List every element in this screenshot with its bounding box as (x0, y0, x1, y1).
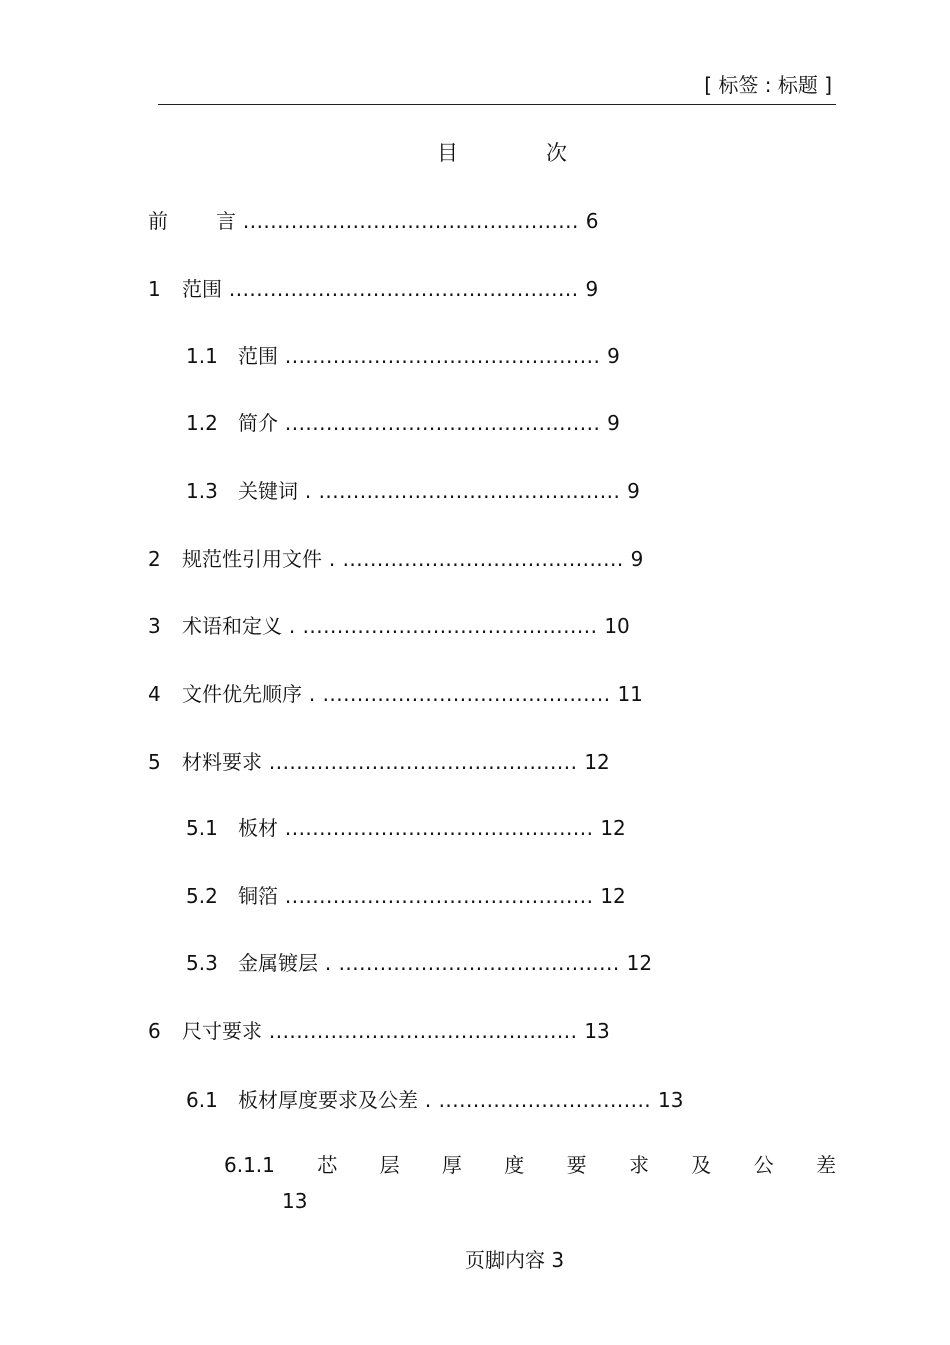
toc-entry-1-3[interactable] (186, 478, 640, 504)
toc-entry-number: 2 (148, 547, 161, 571)
toc-entry-number: 前 (148, 209, 168, 233)
toc-entry-title-char: 要 (566, 1153, 587, 1177)
toc-entry-title: 范围 (238, 344, 278, 368)
toc-entry-page: 9 (627, 479, 640, 503)
toc-entry-page: 12 (626, 951, 653, 975)
toc-entry-leader: . ........................................... (282, 614, 605, 638)
toc-entry-title: 材料要求 (182, 750, 262, 774)
toc-title (437, 140, 567, 166)
toc-entry-page: 13 (584, 1019, 610, 1043)
toc-entry-leader: .............................................. (278, 344, 608, 368)
page-footer: 页脚内容 3 (465, 1248, 565, 1272)
toc-entry-number: 1 (148, 277, 161, 301)
toc-entry-5-1[interactable] (186, 815, 626, 841)
toc-entry-page: 12 (600, 816, 626, 840)
toc-entry-page: 6 (585, 209, 599, 233)
toc-entry-leader: ................................................. (236, 209, 586, 233)
header-label: [ 标签 : 标题 ] (704, 73, 832, 97)
toc-entry-number: 1.2 (186, 411, 218, 435)
toc-entry-page: 9 (630, 547, 644, 571)
toc-entry-6[interactable] (148, 1018, 610, 1044)
toc-entry-title: 范围 (182, 277, 222, 301)
toc-entry-title: 金属镀层 (238, 951, 318, 975)
toc-entry-3[interactable] (148, 613, 630, 639)
toc-entry-leader: ............................................. (262, 1019, 585, 1043)
toc-title-right: 次 (546, 141, 567, 165)
toc-entry-number: 4 (148, 682, 161, 706)
toc-entry-title-char: 厚 (441, 1153, 462, 1177)
toc-entry-1-1[interactable] (186, 343, 620, 369)
toc-entry-6-1-1[interactable] (224, 1152, 836, 1178)
toc-entry-title: 术语和定义 (182, 614, 282, 638)
toc-entry-number: 6.1 (186, 1088, 218, 1112)
toc-entry-leader: . ............................................ (298, 479, 628, 503)
toc-entry-number: 6.1.1 (224, 1153, 275, 1177)
toc-entry-number: 6 (148, 1019, 161, 1043)
toc-entry-leader: ............................................. (278, 884, 601, 908)
toc-entry-page: 9 (607, 344, 620, 368)
toc-entry-page: 9 (585, 277, 599, 301)
toc-entry-1-2[interactable] (186, 410, 620, 436)
toc-entry-1[interactable] (148, 276, 598, 302)
toc-entry-leader: . ............................... (418, 1088, 659, 1112)
toc-entry-leader: ............................................. (278, 816, 601, 840)
toc-entry-leader: ............................................. (262, 750, 585, 774)
toc-entry-number: 1.1 (186, 344, 218, 368)
toc-entry-number: 5.2 (186, 884, 218, 908)
toc-entry-title: 铜箔 (238, 884, 278, 908)
toc-entry-title: 板材 (238, 816, 278, 840)
toc-entry-page: 10 (604, 614, 630, 638)
toc-entry-leader: . ......................................... (322, 547, 631, 571)
toc-entry-2[interactable] (148, 546, 643, 572)
toc-entry-title-char: 芯 (317, 1153, 338, 1177)
toc-entry-preface[interactable] (148, 208, 598, 234)
toc-entry-title-char: 公 (753, 1153, 774, 1177)
toc-entry-number: 5 (148, 750, 161, 774)
toc-entry-5[interactable] (148, 749, 610, 775)
toc-entry-leader: . ......................................... (318, 951, 627, 975)
toc-entry-number: 1.3 (186, 479, 218, 503)
toc-entry-title-char: 求 (628, 1153, 649, 1177)
header-divider (158, 104, 836, 105)
toc-entry-title: 尺寸要求 (182, 1019, 262, 1043)
toc-entry-title-char: 层 (379, 1153, 400, 1177)
toc-entry-leader: . .......................................... (302, 682, 618, 706)
toc-entry-5-2[interactable] (186, 883, 626, 909)
toc-entry-4[interactable] (148, 681, 643, 707)
toc-entry-title: 规范性引用文件 (182, 547, 322, 571)
toc-entry-page: 13 (658, 1088, 684, 1112)
toc-entry-title-char: 差 (815, 1153, 836, 1177)
toc-entry-title: 简介 (238, 411, 278, 435)
toc-entry-number: 3 (148, 614, 161, 638)
toc-entry-title-char: 及 (691, 1153, 712, 1177)
toc-entry-title-char: 度 (504, 1153, 525, 1177)
toc-entry-title: 文件优先顺序 (182, 682, 302, 706)
toc-entry-title: 关键词 (238, 479, 298, 503)
toc-entry-title: 板材厚度要求及公差 (238, 1088, 418, 1112)
toc-entry-page: 12 (600, 884, 626, 908)
toc-entry-5-3[interactable] (186, 950, 652, 976)
toc-entry-leader: ................................................... (222, 277, 586, 301)
toc-entry-page: 11 (617, 682, 643, 706)
toc-entry-page: 12 (584, 750, 610, 774)
toc-title-left: 目 (437, 141, 458, 165)
toc-entry-number: 5.3 (186, 951, 218, 975)
toc-entry-page: 13 (282, 1189, 308, 1213)
toc-entry-number: 5.1 (186, 816, 218, 840)
toc-entry-6-1[interactable] (186, 1087, 683, 1113)
toc-entry-title: 言 (216, 209, 236, 233)
toc-entry-page: 9 (607, 411, 620, 435)
toc-entry-leader: .............................................. (278, 411, 608, 435)
